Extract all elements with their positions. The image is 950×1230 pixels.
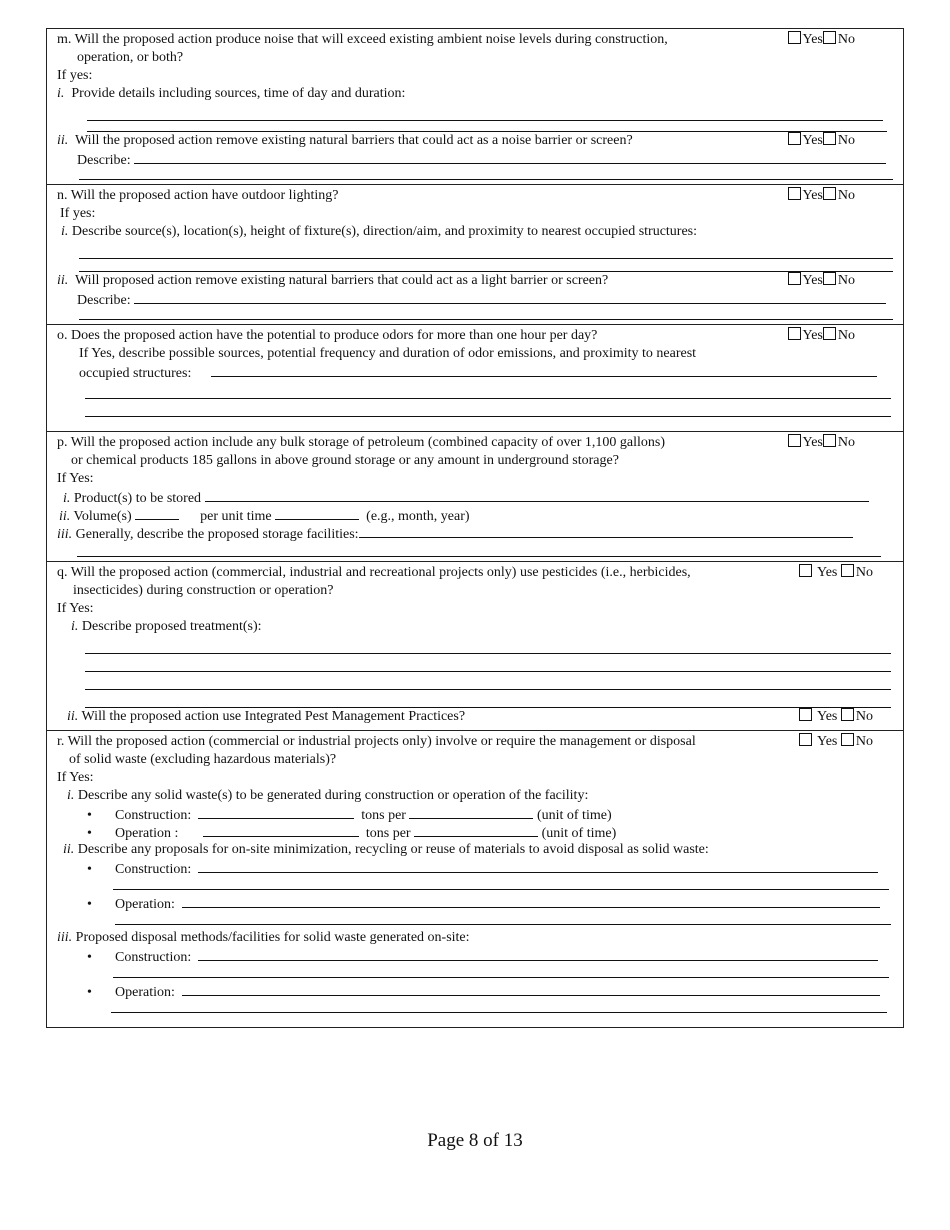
n-ii-yes-checkbox[interactable]	[788, 272, 801, 285]
n-ii-numeral: ii.	[57, 273, 69, 288]
unit-of-time-label: (unit of time)	[536, 808, 612, 823]
r-ii-operation-field[interactable]	[182, 894, 880, 908]
p-storage-line-2[interactable]	[77, 542, 881, 557]
r-yes-no	[799, 733, 873, 751]
no-label: No	[837, 32, 855, 47]
o-yes-checkbox[interactable]	[788, 327, 801, 340]
q-ii-numeral: ii.	[67, 709, 79, 724]
m-no-checkbox[interactable]	[823, 31, 836, 44]
no-label: No	[855, 734, 873, 749]
no-label: No	[837, 328, 855, 343]
r-ii-text: Describe any proposals for on-site minimization, recycling or reuse of materials to avoid disposal as solid waste:	[77, 842, 709, 857]
section-n-lighting	[47, 185, 903, 325]
m-i-text: Provide details including sources, time of day and duration:	[71, 86, 406, 101]
q-treatment-line-1[interactable]	[85, 636, 891, 654]
yes-label: Yes	[817, 734, 838, 749]
section-r-solid-waste	[47, 731, 903, 1027]
p-eg-label: (e.g., month, year)	[366, 509, 470, 524]
question-o: o. Does the proposed action have the potential to produce odors for more than one hour per day?	[57, 328, 598, 343]
r-i-construction-label: Construction:	[115, 808, 192, 823]
eaf-form-page	[46, 28, 904, 1028]
o-yes-no	[788, 327, 856, 345]
p-ii-text: Volume(s)	[73, 509, 132, 524]
tons-per-label: tons per	[365, 826, 411, 841]
section-p-bulk-storage	[47, 432, 903, 562]
yes-label: Yes	[802, 328, 823, 343]
q-yes-no	[799, 564, 873, 582]
no-label: No	[837, 435, 855, 450]
q-i-numeral: i.	[71, 619, 79, 634]
p-storage-facilities-field[interactable]	[359, 524, 853, 538]
r-iii-operation-label: Operation:	[115, 985, 175, 1000]
bullet: •	[87, 826, 92, 841]
n-i-line-1[interactable]	[79, 241, 893, 259]
section-m-noise	[47, 29, 903, 185]
o-line-3[interactable]	[85, 399, 891, 417]
yes-label: Yes	[802, 133, 823, 148]
q-treatment-line-4[interactable]	[85, 690, 891, 708]
tons-per-label: tons per	[361, 808, 406, 823]
question-p: p. Will the proposed action include any bulk storage of petroleum (combined capacity of over 1,100 gallons)	[57, 435, 666, 450]
r-i-construction-rate-field[interactable]	[409, 805, 533, 819]
r-ii-operation-line-2[interactable]	[115, 912, 891, 925]
n-ii-text: Will proposed action remove existing natural barriers that could act as a light barrier or screen?	[75, 273, 609, 288]
p-yes-checkbox[interactable]	[788, 434, 801, 447]
q-if-yes: If Yes:	[57, 601, 94, 616]
yes-label: Yes	[817, 565, 838, 580]
p-no-checkbox[interactable]	[823, 434, 836, 447]
n-no-checkbox[interactable]	[823, 187, 836, 200]
no-label: No	[855, 709, 873, 724]
p-i-numeral: i.	[63, 491, 71, 506]
p-unit-time-field[interactable]	[275, 506, 359, 520]
q-treatment-line-2[interactable]	[85, 654, 891, 672]
p-iii-text: Generally, describe the proposed storage facilities:	[75, 527, 359, 542]
r-iii-construction-line-2[interactable]	[113, 965, 889, 978]
m-i-details-line-2[interactable]	[87, 121, 887, 132]
p-per-unit-time-label: per unit time	[200, 509, 272, 524]
question-m-cont: operation, or both?	[77, 50, 184, 65]
m-describe-line-2[interactable]	[79, 168, 893, 180]
bullet: •	[87, 950, 92, 965]
n-ii-yes-no	[788, 272, 856, 290]
p-i-text: Product(s) to be stored	[73, 491, 202, 506]
q-ii-no-checkbox[interactable]	[841, 708, 854, 721]
q-ii-yes-checkbox[interactable]	[799, 708, 812, 721]
m-if-yes: If yes:	[57, 68, 93, 83]
r-ii-construction-line-2[interactable]	[113, 877, 889, 890]
p-yes-no	[788, 434, 856, 452]
m-describe-field[interactable]	[134, 150, 886, 164]
r-yes-checkbox[interactable]	[799, 733, 812, 746]
bullet: •	[87, 985, 92, 1000]
r-iii-operation-line-2[interactable]	[111, 1000, 887, 1013]
yes-label: Yes	[802, 273, 823, 288]
m-yes-no	[788, 31, 856, 49]
q-i-text: Describe proposed treatment(s):	[81, 619, 262, 634]
no-label: No	[837, 188, 855, 203]
question-p-cont: or chemical products 185 gallons in above ground storage or any amount in underground storage?	[71, 453, 619, 468]
p-volume-field[interactable]	[135, 506, 179, 520]
m-i-numeral: i.	[57, 86, 65, 101]
r-iii-text: Proposed disposal methods/facilities for solid waste generated on-site:	[75, 930, 470, 945]
o-occupied-structures-label: occupied structures:	[79, 366, 192, 381]
r-iii-numeral: iii.	[57, 930, 73, 945]
section-o-odors	[47, 325, 903, 432]
m-ii-text: Will the proposed action remove existing natural barriers that could act as a noise barrier or screen?	[75, 133, 633, 148]
r-iii-construction-label: Construction:	[115, 950, 192, 965]
p-if-yes: If Yes:	[57, 471, 94, 486]
m-describe-label: Describe:	[77, 153, 131, 168]
section-q-pesticides	[47, 562, 903, 731]
n-describe-label: Describe:	[77, 293, 131, 308]
yes-label: Yes	[802, 32, 823, 47]
n-yes-checkbox[interactable]	[788, 187, 801, 200]
n-i-numeral: i.	[61, 224, 69, 239]
p-products-field[interactable]	[205, 488, 869, 502]
question-r: r. Will the proposed action (commercial or industrial projects only) involve or require the management or disposal	[57, 734, 696, 749]
r-iii-construction-field[interactable]	[198, 947, 878, 961]
q-no-checkbox[interactable]	[841, 564, 854, 577]
r-ii-construction-label: Construction:	[115, 862, 192, 877]
page-number: Page 8 of 13	[427, 1130, 523, 1151]
yes-label: Yes	[802, 188, 823, 203]
no-label: No	[855, 565, 873, 580]
m-ii-yes-checkbox[interactable]	[788, 132, 801, 145]
o-no-checkbox[interactable]	[823, 327, 836, 340]
m-yes-checkbox[interactable]	[788, 31, 801, 44]
yes-label: Yes	[817, 709, 838, 724]
question-r-cont: of solid waste (excluding hazardous materials)?	[69, 752, 337, 767]
r-ii-construction-field[interactable]	[198, 859, 878, 873]
r-i-operation-label: Operation :	[115, 826, 179, 841]
q-treatment-line-3[interactable]	[85, 672, 891, 690]
r-if-yes: If Yes:	[57, 770, 94, 785]
no-label: No	[837, 133, 855, 148]
r-i-numeral: i.	[67, 788, 75, 803]
p-iii-numeral: iii.	[57, 527, 73, 542]
question-n: n. Will the proposed action have outdoor lighting?	[57, 188, 339, 203]
question-q: q. Will the proposed action (commercial, industrial and recreational projects only) use pesticides (i.e., herbicides,	[57, 565, 691, 580]
m-ii-no-checkbox[interactable]	[823, 132, 836, 145]
r-i-construction-tons-field[interactable]	[198, 805, 354, 819]
r-i-operation-rate-field[interactable]	[414, 823, 538, 837]
question-q-cont: insecticides) during construction or operation?	[73, 583, 334, 598]
p-ii-numeral: ii.	[59, 509, 71, 524]
r-i-operation-tons-field[interactable]	[203, 823, 359, 837]
no-label: No	[837, 273, 855, 288]
question-o-cont: If Yes, describe possible sources, potential frequency and duration of odor emissions, and proximity to nearest	[79, 346, 697, 361]
n-yes-no	[788, 187, 856, 205]
q-yes-checkbox[interactable]	[799, 564, 812, 577]
n-ii-no-checkbox[interactable]	[823, 272, 836, 285]
bullet: •	[87, 862, 92, 877]
m-i-details-line-1[interactable]	[87, 103, 883, 121]
r-iii-operation-field[interactable]	[182, 982, 880, 996]
unit-of-time-label: (unit of time)	[541, 826, 617, 841]
r-ii-numeral: ii.	[63, 842, 75, 857]
o-odor-field[interactable]	[211, 363, 877, 377]
bullet: •	[87, 808, 92, 823]
bullet: •	[87, 897, 92, 912]
o-line-2[interactable]	[85, 381, 891, 399]
yes-label: Yes	[802, 435, 823, 450]
n-if-yes: If yes:	[60, 206, 96, 221]
r-no-checkbox[interactable]	[841, 733, 854, 746]
n-describe-field[interactable]	[134, 290, 886, 304]
n-i-text: Describe source(s), location(s), height of fixture(s), direction/aim, and proximity to nearest occupied structures:	[71, 224, 698, 239]
m-ii-yes-no	[788, 132, 856, 150]
n-describe-line-2[interactable]	[79, 308, 893, 320]
q-ii-text: Will the proposed action use Integrated Pest Management Practices?	[81, 709, 466, 724]
m-ii-numeral: ii.	[57, 133, 69, 148]
r-ii-operation-label: Operation:	[115, 897, 175, 912]
q-ii-yes-no	[799, 708, 873, 726]
question-m: m. Will the proposed action produce noise that will exceed existing ambient noise levels during construction,	[57, 32, 668, 47]
n-i-line-2[interactable]	[79, 259, 893, 272]
r-i-text: Describe any solid waste(s) to be generated during construction or operation of the facility:	[77, 788, 589, 803]
